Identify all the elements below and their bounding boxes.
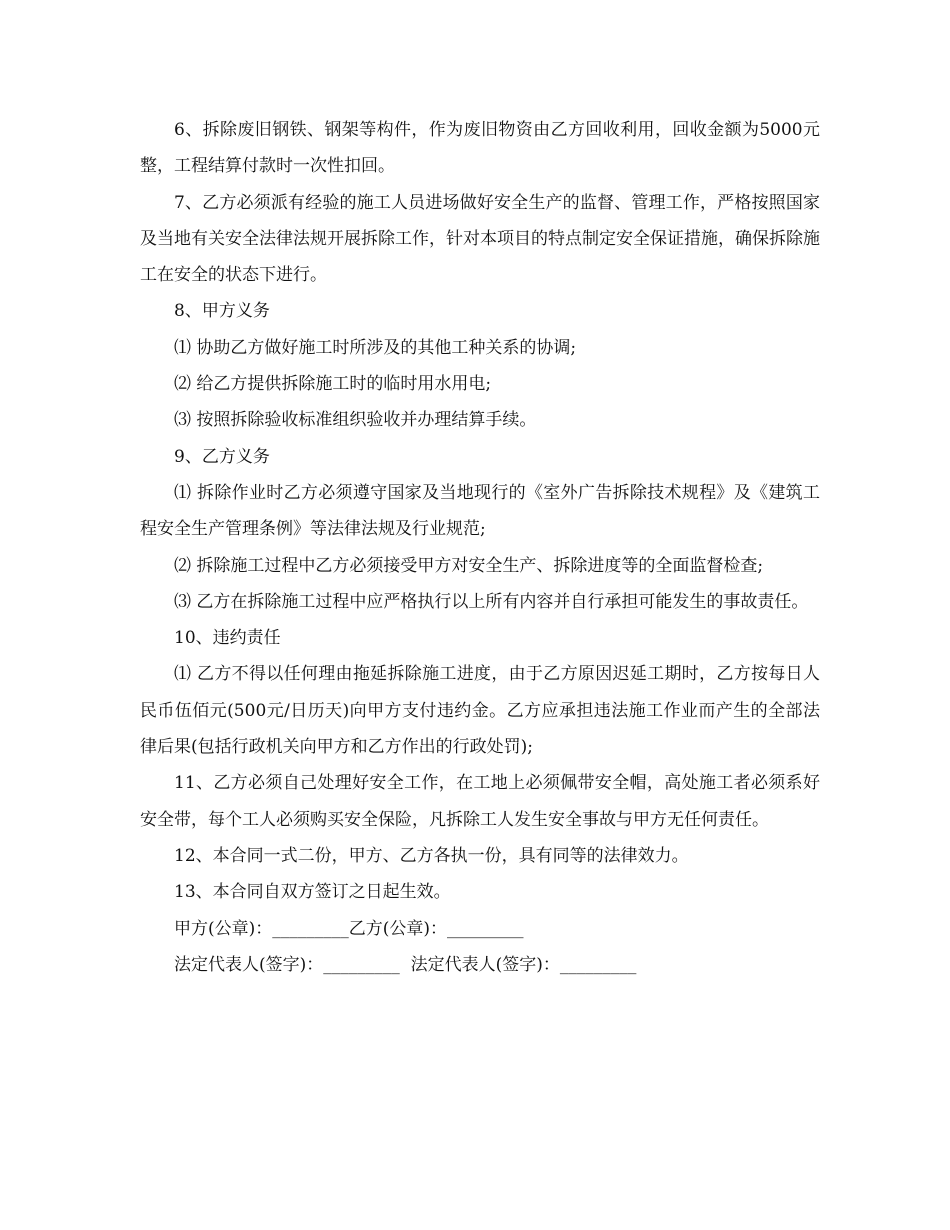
- clause-8-item-2: ⑵ 给乙方提供拆除施工时的临时用水用电;: [174, 374, 492, 395]
- clause-9-item-2: ⑵ 拆除施工过程中乙方必须接受甲方对安全生产、拆除进度等的全面监督检查;: [174, 555, 764, 576]
- clause-13: 13、本合同自双方签订之日起生效。: [174, 882, 451, 903]
- clause-10-heading: 10、违约责任: [174, 628, 281, 649]
- clause-11: 11、乙方必须自己处理好安全工作，在工地上必须佩带安全帽，高处施工者必须系好安全带，每个工人必须购买安全保险，凡拆除工人发生安全事故与甲方无任何责任。: [140, 773, 820, 830]
- clause-9-item-3: ⑶ 乙方在拆除施工过程中应严格执行以上所有内容并自行承担可能发生的事故责任。: [174, 591, 809, 612]
- clause-10-item-1: ⑴ 乙方不得以任何理由拖延拆除施工进度，由于乙方原因迟延工期时，乙方按每日人民币伍佰元(500元/日历天)向甲方支付违约金。乙方应承担违法施工作业而产生的全部法律后果(包括行政机关向甲方和乙方作出的行政处罚);: [140, 664, 820, 758]
- clause-9-item-1: ⑴ 拆除作业时乙方必须遵守国家及当地现行的《室外广告拆除技术规程》及《建筑工程安全生产管理条例》等法律法规及行业规范;: [140, 482, 820, 540]
- party-seal-line: 甲方(公章)：_________乙方(公章)：_________: [174, 918, 524, 939]
- clause-9-heading: 9、乙方义务: [174, 446, 270, 467]
- clause-8-item-1: ⑴ 协助乙方做好施工时所涉及的其他工种关系的协调;: [174, 337, 577, 358]
- clause-8-item-3: ⑶ 按照拆除验收标准组织验收并办理结算手续。: [174, 410, 537, 431]
- contract-body: [140, 112, 820, 983]
- clause-12: 12、本合同一式二份，甲方、乙方各执一份，具有同等的法律效力。: [174, 845, 689, 866]
- clause-8-heading: 8、甲方义务: [174, 301, 270, 322]
- legal-representative-signature-line: 法定代表人(签字)：_________ 法定代表人(签字)：_________: [174, 954, 637, 975]
- clause-7: 7、乙方必须派有经验的施工人员进场做好安全生产的监督、管理工作，严格按照国家及当地有关安全法律法规开展拆除工作，针对本项目的特点制定安全保证措施，确保拆除施工在安全的状态下进行。: [140, 192, 820, 286]
- clause-6: 6、拆除废旧钢铁、钢架等构件，作为废旧物资由乙方回收利用，回收金额为5000元整，工程结算付款时一次性扣回。: [140, 120, 820, 177]
